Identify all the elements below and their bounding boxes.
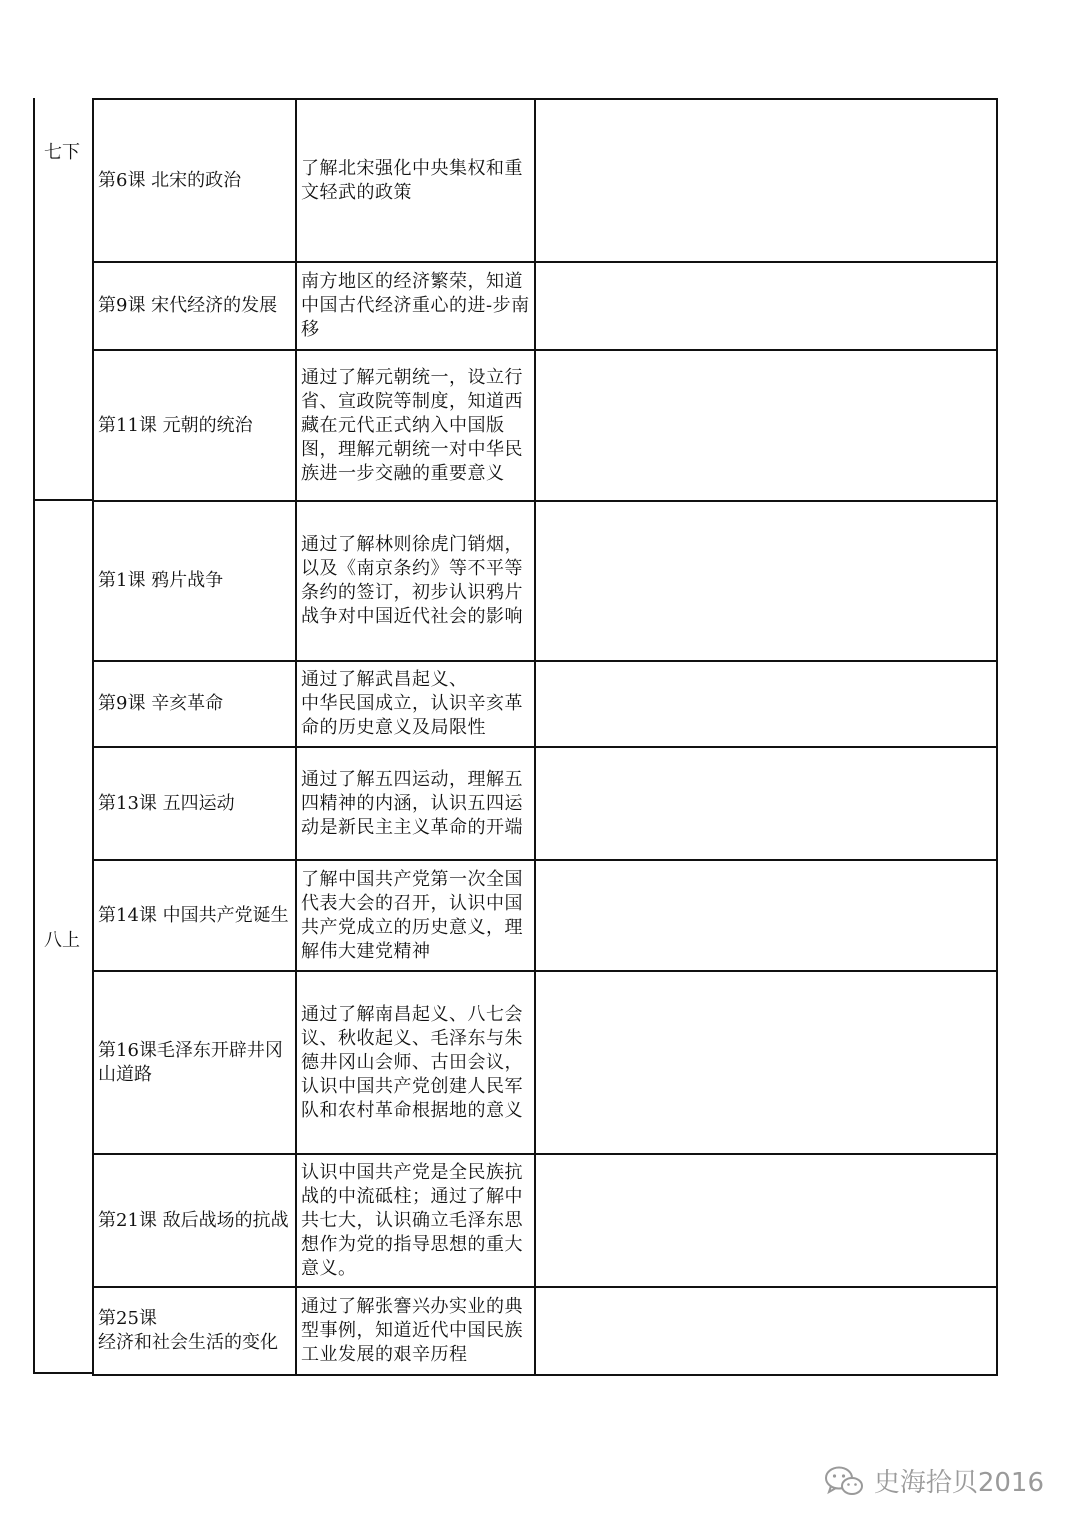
table-row [93,860,997,971]
table-row [93,1287,997,1375]
table-row [93,501,997,661]
lesson-goal: 通过了解南昌起义、八七会议、秋收起义、毛泽东与朱德井冈山会师、古田会议， 认识中国共产党创建人民军队和农村革命根据地的意义 [296,971,535,1154]
lesson-extra [535,971,997,1154]
lesson-goal: 了解中国共产党第一次全国代表大会的召开，认识中国共产党成立的历史意义，理解伟大建党精神 [296,860,535,971]
lesson-title: 第9课 辛亥革命 [93,661,296,747]
lesson-title: 第11课 元朝的统治 [93,350,296,501]
lesson-title: 第6课 北宋的政治 [93,99,296,262]
table-row [93,971,997,1154]
grade-column-divider [33,499,93,501]
lesson-goal: 通过了解武昌起义、 中华民国成立，认识辛亥革命的历史意义及局限性 [296,661,535,747]
table-row [93,99,997,262]
wechat-icon [824,1465,864,1497]
table-row [93,350,997,501]
table-row [93,262,997,350]
lesson-goal: 南方地区的经济繁荣，知道中国古代经济重心的进-步南移 [296,262,535,350]
lesson-goal: 通过了解张謇兴办实业的典型事例，知道近代中国民族工业发展的艰辛历程 [296,1287,535,1375]
grade-column-bottom-rule [33,1372,93,1374]
watermark [824,1462,1044,1499]
grade-label-bashang: 八上 [44,930,80,951]
lesson-title: 第14课 中国共产党诞生 [93,860,296,971]
table-row [93,1154,997,1287]
table-row [93,747,997,860]
grade-label-qixia: 七下 [44,142,80,163]
lesson-title: 第21课 敌后战场的抗战 [93,1154,296,1287]
lesson-title: 第25课 经济和社会生活的变化 [93,1287,296,1375]
lesson-extra [535,1287,997,1375]
lesson-goal: 通过了解五四运动，理解五四精神的内涵，认识五四运动是新民主主义革命的开端 [296,747,535,860]
lesson-goal: 了解北宋强化中央集权和重文轻武的政策 [296,99,535,262]
grade-column-left-rule [33,98,35,1374]
lesson-extra [535,501,997,661]
lesson-title: 第1课 鸦片战争 [93,501,296,661]
lesson-extra [535,747,997,860]
lesson-title: 第9课 宋代经济的发展 [93,262,296,350]
lesson-table [92,98,998,1376]
lesson-goal: 通过了解元朝统一，设立行省、宣政院等制度，知道西藏在元代正式纳入中国版图，理解元朝统一对中华民族进一步交融的重要意义 [296,350,535,501]
lesson-extra [535,860,997,971]
lesson-goal: 通过了解林则徐虎门销烟， 以及《南京条约》等不平等条约的签订，初步认识鸦片战争对中国近代社会的影响 [296,501,535,661]
table-row [93,661,997,747]
lesson-title: 第16课毛泽东开辟井冈山道路 [93,971,296,1154]
lesson-extra [535,1154,997,1287]
watermark-text: 史海拾贝2016 [873,1468,1044,1498]
lesson-goal: 认识中国共产党是全民族抗战的中流砥柱；通过了解中共七大，认识确立毛泽东思想作为党的指导思想的重大意义。 [296,1154,535,1287]
lesson-extra [535,262,997,350]
lesson-extra [535,99,997,262]
lesson-extra [535,350,997,501]
lesson-title: 第13课 五四运动 [93,747,296,860]
lesson-extra [535,661,997,747]
